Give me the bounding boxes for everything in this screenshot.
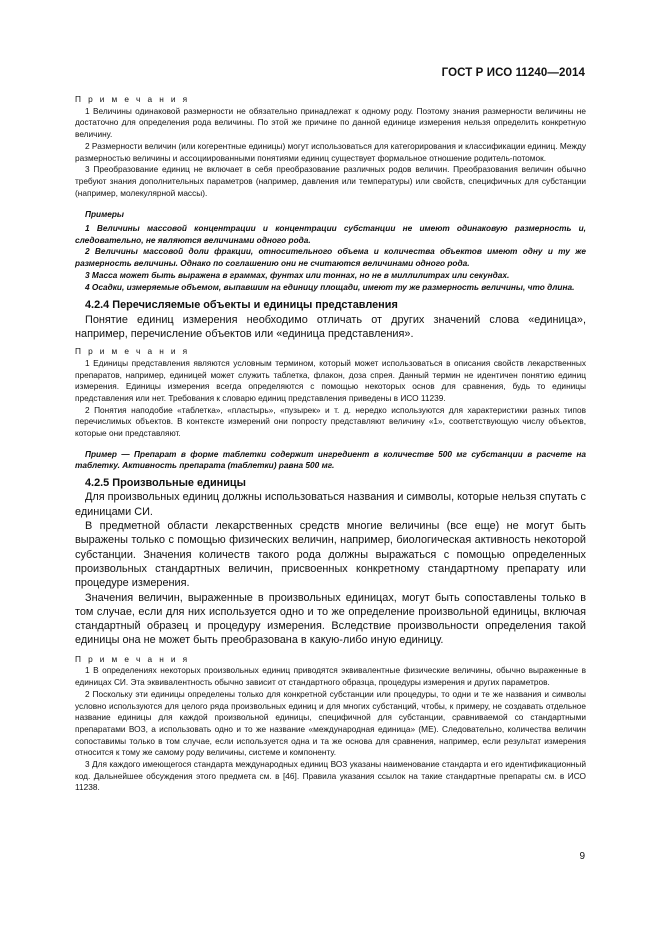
paragraph: Значения величин, выраженные в произвольных единицах, могут быть сопоставлены только в том случае, если для них используется одно и то же определение произвольной единицы, включая стандартный образец и процедуру измерения. Вследствие произвольности определения такой единицы она не может быть преобразована в какую-либо иную единицу. xyxy=(75,591,586,647)
notes-label: П р и м е ч а н и я xyxy=(75,653,190,664)
section-heading-4-2-4: 4.2.4 Перечисляемые объекты и единицы представления xyxy=(85,299,398,312)
note-item: 3 Преобразование единиц не включает в себя преобразование различных родов величин. Преобразования величин обычно требуют знания дополнительных параметров (например, давления или температуры) или свойств, специфичных для субстанции (например, молекулярной массы). xyxy=(75,164,586,198)
section-4-2-4-body xyxy=(75,313,586,342)
example-item: 2 Величины массовой доли фракции, относительного объема и количества объектов имеют одну и ту же размерность величины. Однако по соглашению они не считаются величинами одного рода. xyxy=(75,246,586,269)
document-header: ГОСТ Р ИСО 11240—2014 xyxy=(441,67,585,79)
notes-label: П р и м е ч а н и я xyxy=(75,94,190,104)
notes-block-1 xyxy=(75,94,586,199)
page-content xyxy=(75,94,586,794)
examples-label: Примеры xyxy=(85,209,125,220)
example-item: Пример — Препарат в форме таблетки содержит ингредиент в количестве 500 мг субстанции в расчете на таблетку. Активность препарата (таблетки) равна 500 мг. xyxy=(75,448,586,471)
paragraph: В предметной области лекарственных средств многие величины (все еще) не могут быть выражены только с помощью физических величин, например, биологическая активность некоторой субстанции. Значения количеств такого рода должны выражаться с помощью определенных произвольных стандартных величин, присвоенных конкретному стандартному препарату или процедуре измерения. xyxy=(75,520,586,590)
examples-block xyxy=(75,209,586,293)
note-item: 2 Размерности величин (или когерентные единицы) могут использоваться для категорирования и классификации единиц. Между размерностью величины и ассоциированными понятиями единиц существует формальное отношение родитель-потомок. xyxy=(75,140,586,163)
paragraph: Понятие единиц измерения необходимо отличать от других значений слова «единица», например, перечисление объектов или «единица представления». xyxy=(75,313,586,340)
note-item: 1 В определениях некоторых произвольных единиц приводятся эквивалентные физические величины, обычно выраженные в единицах СИ. Эта эквивалентность обычно зависит от стандартного образца, процедуры измерения и других параметров. xyxy=(75,665,586,688)
section-heading-4-2-5: 4.2.5 Произвольные единицы xyxy=(85,477,246,490)
note-item: 1 Величины одинаковой размерности не обязательно принадлежат к одному роду. Поэтому знания размерности величины не достаточно для определения рода величины. По этой же причине по данной единице измерения нельзя определить конкретную величину. xyxy=(75,105,586,140)
notes-block-3 xyxy=(75,654,586,794)
note-item: 1 Единицы представления являются условным термином, который может использоваться в описания свойств лекарственных препаратов, например, единицей может служить таблетка, флакон, доза спрея. Данный термин не идентичен понятию единиц измерения. Единицы измерения всегда определяются с помощью некоторых основ для сравнения, будь то единицы представления или нет. Требования к словарю единиц представления приведены в ИСО 11239. xyxy=(75,357,586,403)
note-item: 2 Поскольку эти единицы определены только для конкретной субстанции или процедуры, то одни и те же названия и символы условно используются для целого ряда произвольных единиц и для многих субстанций, чтобы, к примеру, не создавать отдельное название единицы для каждой произвольной единицы, специфичной для субстанции, сравниваемой со стандартными препаратами ВОЗ, а использовать одно и то же название «международная единица» (МЕ). Следовательно, количества величин сопоставимы только в том случае, если используется одна и та же основа для сравнения, например, если результат измерения относится к тому же самому роду величины, системе и компоненту. xyxy=(75,688,586,758)
example-block-2 xyxy=(75,449,586,472)
section-4-2-5-body xyxy=(75,490,586,647)
notes-label: П р и м е ч а н и я xyxy=(75,346,190,357)
page-number: 9 xyxy=(579,851,585,862)
paragraph: Для произвольных единиц должны использоваться названия и символы, которые нельзя спутать с единицами СИ. xyxy=(75,491,586,518)
example-item: 1 Величины массовой концентрации и концентрации субстанции не имеют одинаковую размерность и, следовательно, не являются величинами одного рода. xyxy=(75,223,586,245)
note-item: 3 Для каждого имеющегося стандарта международных единиц ВОЗ указаны наименование стандарта и его идентификационный код. Дальнейшее обсуждения этого предмета см. в [46]. Правила указания ссылок на такие стандартные препараты см. в ИСО 11238. xyxy=(75,759,586,793)
example-item: 3 Масса может быть выражена в граммах, фунтах или тоннах, но не в миллилитрах или секундах. xyxy=(85,269,510,280)
notes-block-2 xyxy=(75,346,586,440)
example-item: 4 Осадки, измеряемые объемом, выпавшим на единицу площади, имеют ту же размерность величины, что длина. xyxy=(85,281,575,292)
note-item: 2 Понятия наподобие «таблетка», «пластырь», «пузырек» и т. д. нередко используются для характеристики разных типов перечислимых объектов. В контексте измерений они попросту представляют величину «1», соответствующую числу объектов, которые они представляют. xyxy=(75,404,586,439)
